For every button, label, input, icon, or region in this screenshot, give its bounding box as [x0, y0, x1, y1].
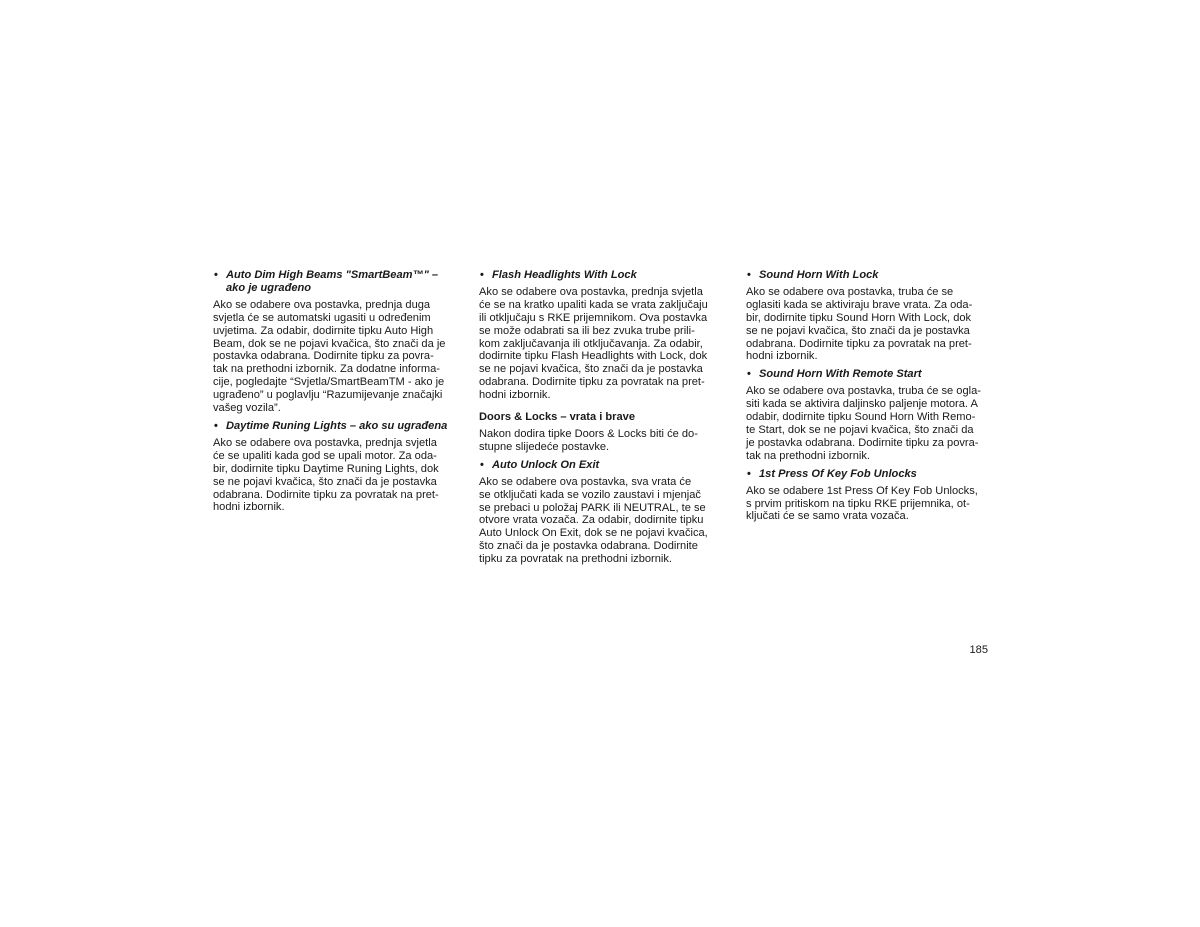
section-heading-doors-locks: Doors & Locks – vrata i brave — [479, 411, 635, 424]
item-heading-first-press-key-fob — [746, 468, 988, 481]
item-heading-sound-horn-with-lock — [746, 269, 988, 282]
bullet-icon: • — [747, 467, 751, 480]
item-body-sound-horn-with-lock: Ako se odabere ova postavka, truba će se oglasiti kada se aktiviraju brave vrata. Za oda- bir, dodirnite tipku Sound Horn With Lock, dok se ne pojavi kvačica, što znači da je postavka odabrana. Dodirnite tipku za povratak na pret- hodni izbornik. — [746, 285, 973, 363]
bullet-icon: • — [214, 419, 218, 432]
item-heading-sound-horn-remote-start — [746, 368, 988, 381]
item-heading-line: Flash Headlights With Lock — [492, 269, 637, 281]
item-heading-line: Auto Dim High Beams "SmartBeam™" – — [226, 269, 439, 281]
item-heading-auto-unlock-on-exit — [479, 459, 721, 472]
bullet-icon: • — [480, 458, 484, 471]
item-body-sound-horn-remote-start: Ako se odabere ova postavka, truba će se ogla- siti kada se aktivira daljinsko paljenje motora. A odabir, dodirnite tipku Sound Horn With Remo- te Start, dok se ne pojavi kvačica, što znači da je postavka odabrana. Dodirnite tipku za povra- tak na prethodni izbornik. — [746, 385, 981, 462]
item-heading-flash-headlights — [479, 269, 721, 282]
bullet-icon: • — [214, 269, 218, 281]
item-heading-line: 1st Press Of Key Fob Unlocks — [759, 467, 917, 480]
item-heading-line: Sound Horn With Lock — [759, 269, 879, 281]
item-heading-line: Daytime Runing Lights – ako su ugrađena — [226, 419, 448, 432]
item-heading-line: Auto Unlock On Exit — [492, 458, 600, 471]
item-body-auto-unlock-on-exit: Ako se odabere ova postavka, sva vrata će se otključati kada se vozilo zaustavi i mjenjač se prebaci u položaj PARK ili NEUTRAL, te se otvore vrata vozača. Za odabir, dodirnite tipku Auto Unlock On Exit, dok se ne pojavi kvačica, što znači da je postavka odabrana. Dodirnite tipku za povratak na prethodni izbornik. — [479, 475, 708, 566]
item-body-first-press-key-fob: Ako se odabere 1st Press Of Key Fob Unlocks, s prvim pritiskom na tipku RKE prijemnika, ot- ključati će se samo vrata vozača. — [746, 484, 978, 523]
text-column-right — [746, 269, 988, 528]
page-number: 185 — [969, 644, 988, 656]
bullet-icon: • — [747, 269, 751, 281]
item-heading-auto-dim-high-beams — [213, 269, 455, 295]
bullet-icon: • — [747, 368, 751, 381]
item-heading-line: Sound Horn With Remote Start — [759, 368, 922, 381]
item-heading-line: ako je ugrađeno — [226, 281, 312, 294]
item-body-flash-headlights: Ako se odabere ova postavka, prednja svjetla će se na kratko upaliti kada se vrata zaključaju ili otključaju s RKE prijemnikom. Ova postavka se može odabrati sa ili bez zvuka trube prili- kom zaključavanja ili otključavanja. Za odabir, dodirnite tipku Flash Headlights with Lock, dok se ne pojavi kvačica, što znači da je postavka odabrana. Dodirnite tipku za povratak na pret- hodni izbornik. — [479, 285, 708, 402]
item-heading-daytime-running-lights — [213, 420, 455, 433]
text-column-middle — [479, 269, 721, 571]
bullet-icon: • — [480, 269, 484, 281]
item-body-daytime-running-lights: Ako se odabere ova postavka, prednja svjetla će se upaliti kada god se upali motor. Za oda- bir, dodirnite tipku Daytime Runing Lights, dok se ne pojavi kvačica, što znači da je postavka odabrana. Dodirnite tipku za povratak na pret- hodni izbornik. — [213, 436, 439, 514]
text-column-left — [213, 269, 455, 519]
section-body-doors-locks: Nakon dodira tipke Doors & Locks biti će do- stupne slijedeće postavke. — [479, 427, 698, 453]
item-body-auto-dim-high-beams: Ako se odabere ova postavka, prednja duga svjetla će se automatski ugasiti u određenim uvjetima. Za odabir, dodirnite tipku Auto High Beam, dok se ne pojavi kvačica, što znači da je postavka odabrana. Dodirnite tipku za povra- tak na prethodni izbornik. Za dodatne informa- cije, pogledajte “Svjetla/SmartBeamTM - ako je ugrađeno” u poglavlju “Razumijevanje značajki vašeg vozila”. — [213, 298, 446, 415]
